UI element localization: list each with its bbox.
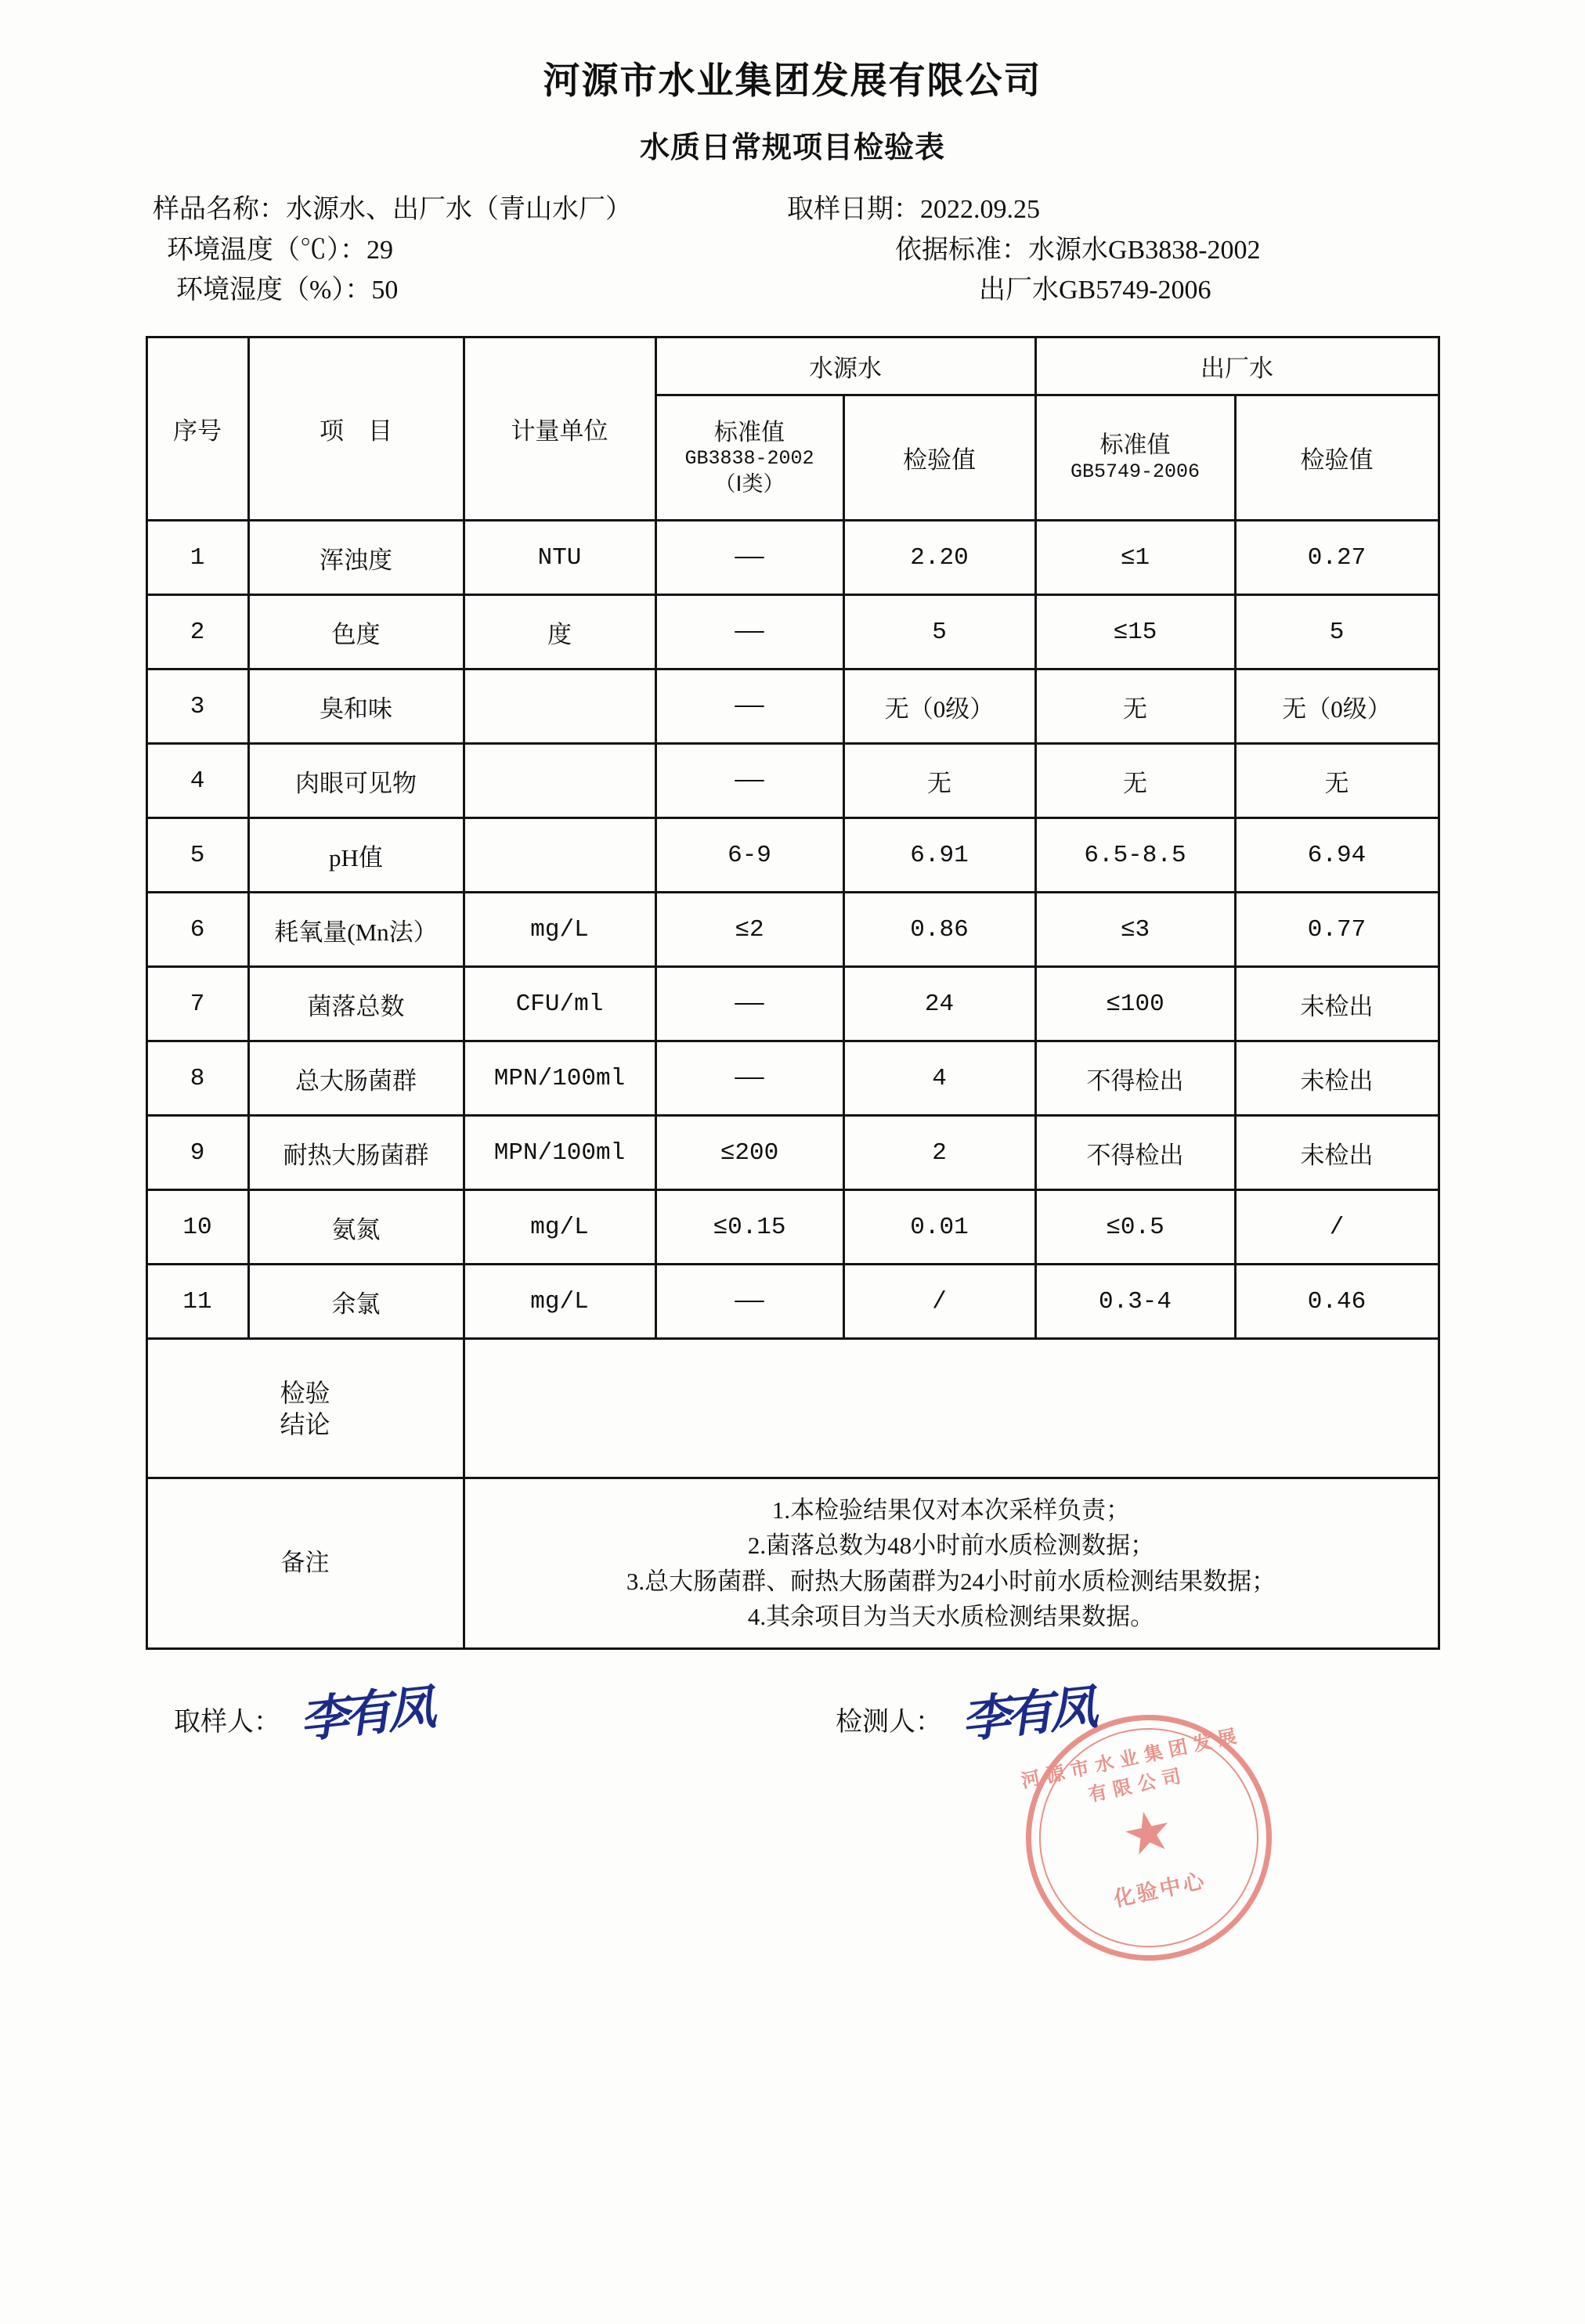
row-outlet-standard: 无 bbox=[1035, 744, 1235, 818]
row-source-standard: ≤0.15 bbox=[655, 1190, 843, 1265]
table-row bbox=[146, 967, 1439, 1041]
col-header-outlet-value: 检验值 bbox=[1235, 395, 1439, 521]
row-item: 余氯 bbox=[248, 1265, 464, 1339]
col-header-outlet-standard bbox=[1035, 395, 1235, 521]
row-outlet-value: 无（0级） bbox=[1235, 669, 1439, 744]
row-source-value: 5 bbox=[843, 595, 1035, 669]
table-row bbox=[146, 1190, 1439, 1265]
col-header-source-standard bbox=[655, 395, 843, 521]
row-no: 4 bbox=[146, 744, 248, 818]
sample-date: 取样日期：2022.09.25 bbox=[787, 195, 1040, 224]
row-source-value: 2.20 bbox=[843, 521, 1035, 595]
seal-bottom-text: 化验中心 bbox=[1111, 1868, 1208, 1911]
outlet-standard-line2: GB5749-2006 bbox=[1070, 460, 1200, 483]
row-item: 肉眼可见物 bbox=[248, 744, 464, 818]
table-body bbox=[146, 521, 1439, 1649]
row-source-standard: —— bbox=[655, 669, 843, 744]
row-outlet-value: 0.77 bbox=[1235, 893, 1439, 967]
row-source-value: 6.91 bbox=[843, 818, 1035, 893]
row-no: 8 bbox=[146, 1041, 248, 1116]
row-item: 臭和味 bbox=[248, 669, 464, 744]
row-item: 耐热大肠菌群 bbox=[248, 1116, 464, 1190]
row-item: pH值 bbox=[248, 818, 464, 893]
col-header-item: 项 目 bbox=[248, 337, 464, 521]
water-quality-table bbox=[146, 336, 1440, 1650]
row-outlet-standard: 0.3-4 bbox=[1035, 1265, 1235, 1339]
remarks-row bbox=[146, 1478, 1439, 1649]
row-source-standard: —— bbox=[655, 744, 843, 818]
row-item: 色度 bbox=[248, 595, 464, 669]
standard-reference-source: 依据标准：水源水GB3838-2002 bbox=[895, 235, 1261, 265]
table-row bbox=[146, 1265, 1439, 1339]
row-outlet-value: 5 bbox=[1235, 595, 1439, 669]
source-standard-line1: 标准值 bbox=[714, 419, 785, 446]
row-no: 9 bbox=[146, 1116, 248, 1190]
row-outlet-value: 6.94 bbox=[1235, 818, 1439, 893]
row-outlet-value: 0.27 bbox=[1235, 521, 1439, 595]
col-header-unit: 计量单位 bbox=[464, 337, 655, 521]
seal-top-text: 河源市水业集团发展有限公司 bbox=[1020, 1725, 1245, 1806]
source-standard-line3: （Ⅰ类） bbox=[714, 471, 785, 496]
row-source-value: 无 bbox=[843, 744, 1035, 818]
row-outlet-value: 未检出 bbox=[1235, 1041, 1439, 1116]
row-no: 10 bbox=[146, 1190, 248, 1265]
row-unit: mg/L bbox=[464, 1190, 655, 1265]
row-outlet-standard: 6.5-8.5 bbox=[1035, 818, 1235, 893]
row-unit: CFU/ml bbox=[464, 967, 655, 1041]
page-title: 水质日常规项目检验表 bbox=[639, 132, 945, 164]
star-icon: ★ bbox=[1116, 1797, 1179, 1870]
remark-item: 4.其余项目为当天水质检测结果数据。 bbox=[747, 1602, 1155, 1630]
standard-reference-outlet: 出厂水GB5749-2006 bbox=[979, 276, 1211, 305]
row-unit: MPN/100ml bbox=[464, 1116, 655, 1190]
remarks-label: 备注 bbox=[146, 1478, 464, 1649]
outlet-standard-line1: 标准值 bbox=[1099, 431, 1171, 458]
row-no: 3 bbox=[146, 669, 248, 744]
row-no: 6 bbox=[146, 893, 248, 967]
meta-row-sample bbox=[153, 189, 1468, 230]
row-item: 浑浊度 bbox=[248, 521, 464, 595]
source-standard-line2: GB3838-2002 bbox=[684, 447, 814, 471]
sampler-label: 取样人： bbox=[174, 1708, 280, 1738]
row-source-value: 0.86 bbox=[843, 893, 1035, 967]
sampler-signature: 李有凤 bbox=[297, 1681, 434, 1748]
remark-item: 1.本检验结果仅对本次采样负责； bbox=[771, 1496, 1131, 1525]
row-item: 耗氧量(Mn法） bbox=[248, 893, 464, 967]
tester-signature: 李有凤 bbox=[959, 1681, 1096, 1748]
row-unit: 度 bbox=[464, 595, 655, 669]
row-outlet-standard: 无 bbox=[1035, 669, 1235, 744]
row-outlet-value: / bbox=[1235, 1190, 1439, 1265]
row-outlet-standard: 不得检出 bbox=[1035, 1116, 1235, 1190]
row-source-standard: —— bbox=[655, 967, 843, 1041]
row-source-standard: 6-9 bbox=[655, 818, 843, 893]
row-source-standard: ≤2 bbox=[655, 893, 843, 967]
row-outlet-standard: ≤3 bbox=[1035, 893, 1235, 967]
row-unit: NTU bbox=[464, 521, 655, 595]
row-no: 5 bbox=[146, 818, 248, 893]
conclusion-content bbox=[464, 1339, 1439, 1478]
col-header-no: 序号 bbox=[146, 337, 248, 521]
row-no: 11 bbox=[146, 1265, 248, 1339]
table-row bbox=[146, 1116, 1439, 1190]
row-source-standard: —— bbox=[655, 1041, 843, 1116]
meta-row-humidity bbox=[153, 270, 1468, 311]
environment-temperature: 环境温度（℃）：29 bbox=[167, 235, 393, 265]
row-outlet-standard: ≤0.5 bbox=[1035, 1190, 1235, 1265]
row-source-value: 0.01 bbox=[843, 1190, 1035, 1265]
group-header-outlet-water: 出厂水 bbox=[1035, 337, 1439, 395]
remarks-content bbox=[464, 1478, 1439, 1649]
signature-row bbox=[146, 1681, 1439, 1780]
row-source-standard: —— bbox=[655, 521, 843, 595]
row-unit: mg/L bbox=[464, 893, 655, 967]
table-row bbox=[146, 893, 1439, 967]
sample-meta bbox=[0, 189, 1585, 311]
conclusion-label-line1: 检验 bbox=[280, 1378, 330, 1407]
table-head bbox=[146, 337, 1439, 521]
row-outlet-value: 无 bbox=[1235, 744, 1439, 818]
row-outlet-standard: ≤100 bbox=[1035, 967, 1235, 1041]
row-source-value: / bbox=[843, 1265, 1035, 1339]
row-outlet-value: 0.46 bbox=[1235, 1265, 1439, 1339]
row-source-standard: —— bbox=[655, 1265, 843, 1339]
company-name: 河源市水业集团发展有限公司 bbox=[543, 61, 1042, 102]
row-source-standard: ≤200 bbox=[655, 1116, 843, 1190]
conclusion-label bbox=[146, 1339, 464, 1478]
row-outlet-value: 未检出 bbox=[1235, 1116, 1439, 1190]
col-header-source-value: 检验值 bbox=[843, 395, 1035, 521]
table-row bbox=[146, 669, 1439, 744]
row-source-value: 2 bbox=[843, 1116, 1035, 1190]
row-unit bbox=[464, 818, 655, 893]
row-source-value: 24 bbox=[843, 967, 1035, 1041]
row-outlet-standard: 不得检出 bbox=[1035, 1041, 1235, 1116]
table-row bbox=[146, 744, 1439, 818]
row-outlet-standard: ≤1 bbox=[1035, 521, 1235, 595]
row-item: 总大肠菌群 bbox=[248, 1041, 464, 1116]
remark-item: 3.总大肠菌群、耐热大肠菌群为24小时前水质检测结果数据； bbox=[626, 1567, 1276, 1595]
row-outlet-standard: ≤15 bbox=[1035, 595, 1235, 669]
remark-item: 2.菌落总数为48小时前水质检测数据； bbox=[747, 1532, 1155, 1560]
sample-name: 样品名称：水源水、出厂水（青山水厂） bbox=[153, 195, 632, 224]
row-source-value: 4 bbox=[843, 1041, 1035, 1116]
row-unit bbox=[464, 744, 655, 818]
row-item: 菌落总数 bbox=[248, 967, 464, 1041]
table-row bbox=[146, 521, 1439, 595]
row-no: 2 bbox=[146, 595, 248, 669]
table-row bbox=[146, 818, 1439, 893]
row-unit bbox=[464, 669, 655, 744]
row-no: 1 bbox=[146, 521, 248, 595]
group-header-source-water: 水源水 bbox=[655, 337, 1035, 395]
tester-label: 检测人： bbox=[836, 1708, 942, 1738]
row-outlet-value: 未检出 bbox=[1235, 967, 1439, 1041]
table-row bbox=[146, 1041, 1439, 1116]
row-no: 7 bbox=[146, 967, 248, 1041]
document-header bbox=[0, 0, 1585, 166]
conclusion-row bbox=[146, 1339, 1439, 1478]
meta-row-temperature bbox=[153, 230, 1468, 271]
row-item: 氨氮 bbox=[248, 1190, 464, 1265]
table-row bbox=[146, 595, 1439, 669]
row-unit: mg/L bbox=[464, 1265, 655, 1339]
conclusion-label-line2: 结论 bbox=[280, 1409, 330, 1438]
row-unit: MPN/100ml bbox=[464, 1041, 655, 1116]
environment-humidity: 环境湿度（%）：50 bbox=[176, 276, 399, 305]
row-source-standard: —— bbox=[655, 595, 843, 669]
row-source-value: 无（0级） bbox=[843, 669, 1035, 744]
table-group-header-row bbox=[146, 337, 1439, 395]
